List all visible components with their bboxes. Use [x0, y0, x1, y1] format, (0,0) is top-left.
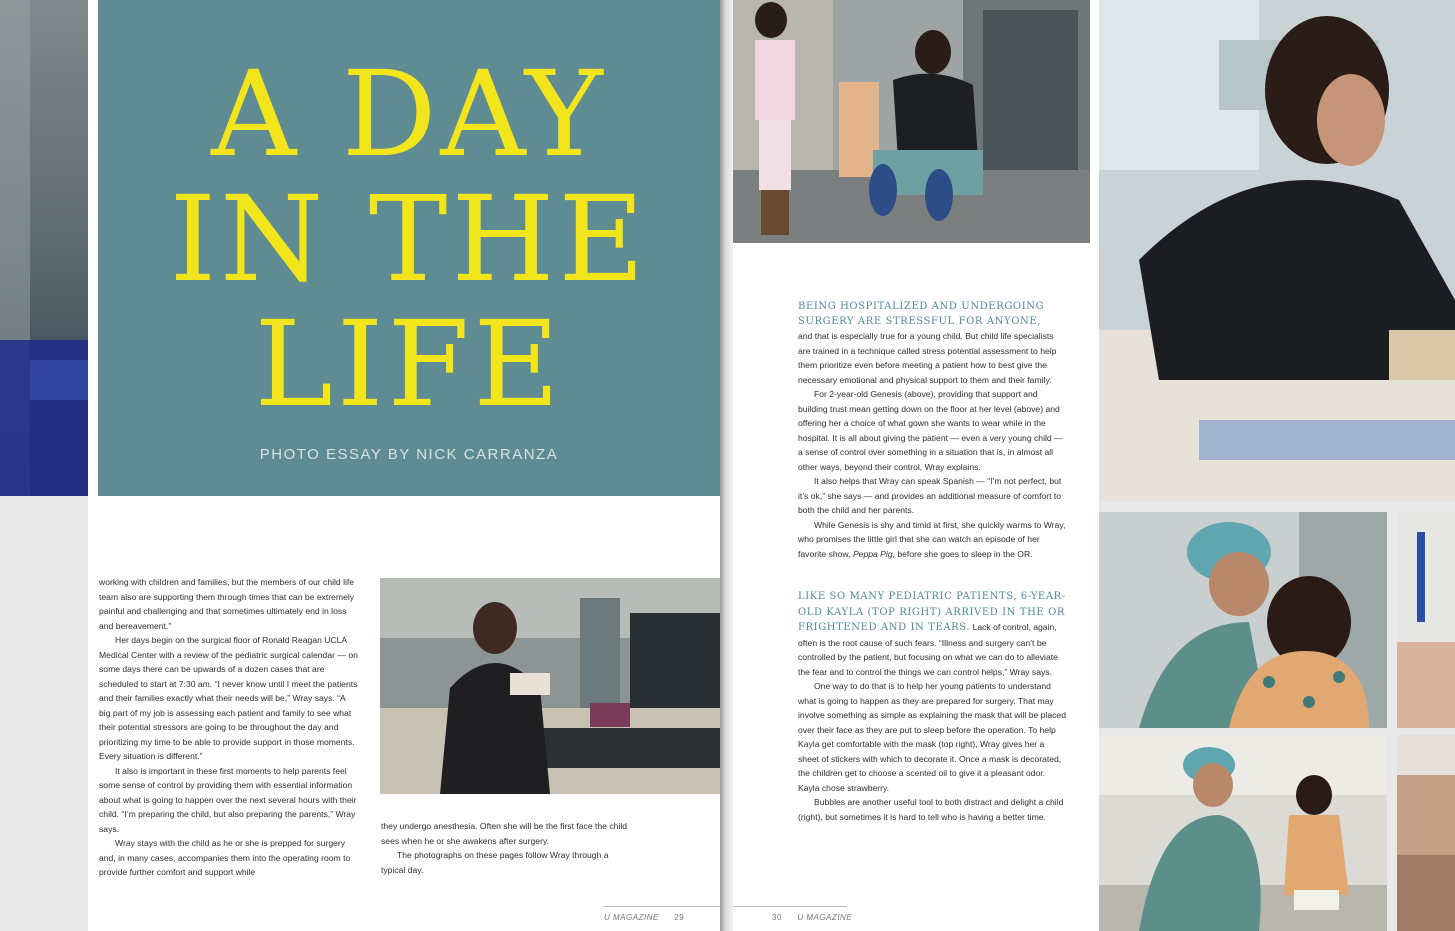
folio-magazine: U MAGAZINE [797, 913, 853, 922]
left-edge-photo [0, 0, 88, 496]
left-folio [604, 913, 684, 922]
page-gutter [720, 0, 733, 931]
bubbles-with-child-photo [1099, 735, 1387, 931]
right-column [798, 300, 1066, 824]
section-heading-2: LIKE SO MANY PEDIATRIC PATIENTS, 6-YEAR-OLD KAYLA (TOP RIGHT) ARRIVED IN THE OR FRIGHTENED AND IN TEARS. [798, 591, 1066, 633]
paragraph: One way to do that is to help her young patients to understand what is going to happen as they are prepared for surgery. That may involve something as simple as explaining the mask that will be placed over their face as they are put to sleep before the operation. To help Kayla get comfortable with the mask (top right), Wray gives her a sheet of stickers with which to decorate it. Once a mask is decorated, the children get to choose a scented oil to give it a pleasant odor. Kayla chose strawberry. [798, 681, 1066, 793]
title-line-2: IN THE [169, 170, 649, 308]
floor-with-toddler-photo [733, 0, 1090, 243]
section-heading-1: BEING HOSPITALIZED AND UNDERGOING SURGERY ARE STRESSFUL FOR ANYONE, [798, 301, 1045, 327]
right-folio [772, 913, 852, 922]
paragraph: It also is important in these first moments to help parents feel some sense of control by providing them with essential information about what is going to happen over the next several hours with their child. “I’m preparing the child, but also preparing the parents,” Wray says. [99, 765, 357, 834]
paragraph: Her days begin on the surgical floor of Ronald Reagan UCLA Medical Center with a review of the pediatric surgical calendar — on some days there can be upwards of a dozen cases that are scheduled to start at 7:30 am. “I never know until I meet the patients and their families exactly what their needs will be,” Wray says. “A big part of my job is assessing each patient and family to see what their potential stressors are going to be throughout the day and prioritizing my time to be able to provide support in those moments. Every situation is different.” [99, 635, 358, 761]
title-line-3: LIFE [254, 295, 564, 433]
text-run: While Genesis is shy and timid at first, she quickly warms to Wray, who promises the little girl that she can watch an episode of her favorite show, [798, 519, 1066, 559]
paragraph: Bubbles are another useful tool to both distract and delight a child (right), but sometimes it is hard to tell who is having a better time. [798, 797, 1064, 822]
left-column-1 [99, 575, 359, 880]
paragraph: It also helps that Wray can speak Spanish — “I’m not perfect, but it’s ok,” she says — and provides an additional measure of comfort to both the child and her parents. [798, 476, 1062, 515]
folio-page-number: 30 [772, 913, 782, 922]
paragraph: and that is especially true for a young child. But child life specialists are trained in a technique called stress potential assessment to help them prioritize even before meeting a patient how to best give the necessary emotional and physical support to them and their family. [798, 331, 1057, 385]
title-line-1: A DAY [211, 45, 607, 183]
paragraph [798, 518, 1066, 562]
paragraph: For 2-year-old Genesis (above), providing that support and building trust mean getting down on the floor at her level (above) and offering her a choice of what gown she wants to wear while in the hospital. It is all about giving the patient — even a very young child — a sense of control over something in a situation that is, in almost all other ways, beyond their control, Wray explains. [798, 389, 1063, 472]
nurse-station-photo [380, 578, 720, 794]
text-run: before she goes to sleep in the OR. [894, 548, 1033, 559]
title-block [98, 0, 720, 496]
paragraph [798, 589, 1066, 679]
paragraph: working with children and families, but the members of our child life team also are supporting them through times that can be extremely painful and challenging and that sometimes ultimately end in loss and bereavement.” [99, 577, 355, 631]
paragraph: they undergo anesthesia. Often she will be the first face the child sees when he or she awakens after surgery. [381, 821, 628, 846]
right-edge-photo-bottom [1397, 735, 1455, 931]
left-folio-rule [604, 906, 720, 907]
text-run: Lack of control, again, often is the root cause of such fears. “Illness and surgery can’t be controlled by the patient, but focusing on what we can do to alleviate the fear and to control the things we can control helps,” Wray says. [798, 622, 1058, 677]
show-title: Peppa Pig, [852, 548, 895, 559]
right-edge-photo-top [1397, 512, 1455, 728]
left-column-2 [381, 819, 631, 877]
specialist-leaning-photo [1099, 0, 1455, 501]
paragraph: Wray stays with the child as he or she is prepped for surgery and, in many cases, accompanies them into the operating room to provide further comfort and support while [99, 838, 351, 877]
right-folio-rule [733, 906, 847, 907]
folio-page-number: 29 [674, 913, 685, 922]
mask-with-child-photo [1099, 512, 1387, 728]
paragraph: The photographs on these pages follow Wray through a typical day. [381, 850, 609, 875]
byline: PHOTO ESSAY BY NICK CARRANZA [259, 446, 559, 463]
folio-magazine: U MAGAZINE [604, 913, 659, 922]
